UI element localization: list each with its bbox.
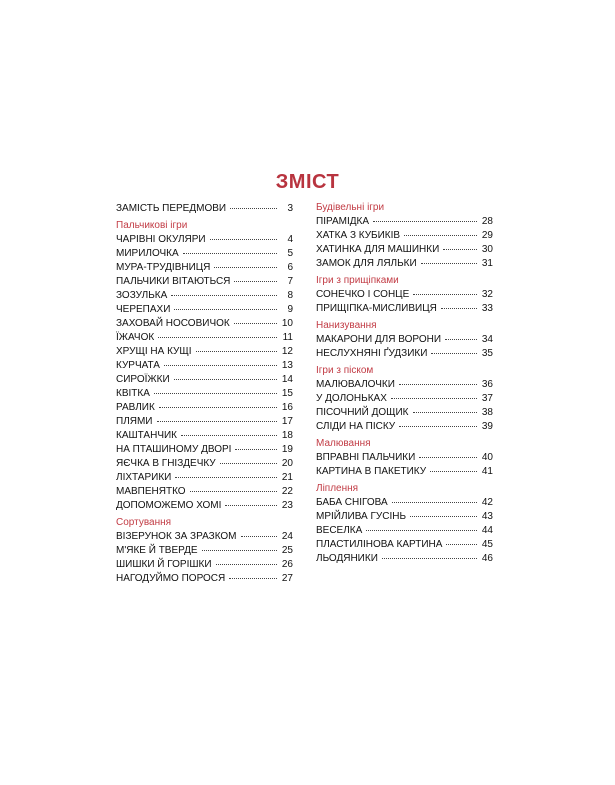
toc-entry-title: ЧЕРЕПАХИ <box>116 304 171 315</box>
dot-leader <box>446 544 477 545</box>
dot-leader <box>382 558 477 559</box>
toc-entry-page-number: 23 <box>281 500 293 511</box>
dot-leader <box>196 351 277 352</box>
toc-entry-page-number: 25 <box>281 545 293 556</box>
toc-entry[interactable] <box>316 243 493 257</box>
dot-leader <box>157 421 278 422</box>
toc-entry-title: ЗАМОК ДЛЯ ЛЯЛЬКИ <box>316 258 417 269</box>
toc-entry-page-number: 7 <box>287 276 293 287</box>
toc-entry-page-number: 28 <box>481 216 493 227</box>
dot-leader <box>391 398 477 399</box>
toc-entry-page-number: 19 <box>281 444 293 455</box>
toc-entry[interactable] <box>116 202 293 216</box>
toc-entry-title: ХАТКА З КУБИКІВ <box>316 230 401 241</box>
toc-entry[interactable] <box>116 331 293 345</box>
toc-entry-title: У ДОЛОНЬКАХ <box>316 393 387 404</box>
toc-entry[interactable] <box>316 215 493 229</box>
toc-entry-page-number: 3 <box>287 203 293 214</box>
dot-leader <box>366 530 477 531</box>
dot-leader <box>421 263 477 264</box>
section-heading: Пальчикові ігри <box>116 220 188 231</box>
toc-entry[interactable] <box>316 302 493 316</box>
toc-entry-page-number: 20 <box>281 458 293 469</box>
dot-leader <box>225 505 277 506</box>
toc-entry-title: ПАЛЬЧИКИ ВІТАЮТЬСЯ <box>116 276 231 287</box>
toc-entry-page-number: 14 <box>281 374 293 385</box>
toc-entry[interactable] <box>316 496 493 510</box>
section-heading: Ігри з піском <box>316 365 374 376</box>
dot-leader <box>175 477 277 478</box>
toc-entry-title: КУРЧАТА <box>116 360 160 371</box>
toc-entry-page-number: 15 <box>281 388 293 399</box>
toc-entry[interactable] <box>116 275 293 289</box>
section-heading: Сортування <box>116 517 172 528</box>
toc-right-column <box>316 202 493 566</box>
toc-entry-page-number: 16 <box>281 402 293 413</box>
toc-entry-page-number: 29 <box>481 230 493 241</box>
toc-entry[interactable] <box>316 420 493 434</box>
toc-entry-title: ПЛАСТИЛІНОВА КАРТИНА <box>316 539 443 550</box>
toc-entry[interactable] <box>116 303 293 317</box>
dot-leader <box>410 516 477 517</box>
dot-leader <box>230 208 277 209</box>
toc-entry[interactable] <box>316 229 493 243</box>
dot-leader <box>241 536 277 537</box>
toc-entry-title: ВІЗЕРУНОК ЗА ЗРАЗКОМ <box>116 531 237 542</box>
dot-leader <box>392 502 477 503</box>
toc-entry-page-number: 37 <box>481 393 493 404</box>
toc-entry-title: М'ЯКЕ Й ТВЕРДЕ <box>116 545 198 556</box>
toc-entry-page-number: 45 <box>481 539 493 550</box>
dot-leader <box>399 384 477 385</box>
toc-entry-title: МУРА-ТРУДІВНИЦЯ <box>116 262 211 273</box>
dot-leader <box>443 249 477 250</box>
toc-entry[interactable] <box>116 415 293 429</box>
toc-entry-page-number: 18 <box>281 430 293 441</box>
toc-entry-title: ПІРАМІДКА <box>316 216 370 227</box>
toc-entry-title: ХРУЩІ НА КУЩІ <box>116 346 192 357</box>
toc-entry-title: КАРТИНА В ПАКЕТИКУ <box>316 466 427 477</box>
toc-entry[interactable] <box>316 333 493 347</box>
toc-entry-page-number: 9 <box>287 304 293 315</box>
dot-leader <box>441 308 477 309</box>
toc-entry-page-number: 17 <box>281 416 293 427</box>
toc-entry-title: ЗАМІСТЬ ПЕРЕДМОВИ <box>116 203 227 214</box>
toc-entry-page-number: 6 <box>287 262 293 273</box>
toc-entry-page-number: 44 <box>481 525 493 536</box>
toc-entry[interactable] <box>116 261 293 275</box>
toc-entry-page-number: 43 <box>481 511 493 522</box>
toc-entry[interactable] <box>116 317 293 331</box>
toc-entry-page-number: 35 <box>481 348 493 359</box>
toc-entry-title: КВІТКА <box>116 388 150 399</box>
toc-entry[interactable] <box>316 451 493 465</box>
toc-entry-page-number: 4 <box>287 234 293 245</box>
section-heading: Малювання <box>316 438 371 449</box>
toc-entry-title: МАВПЕНЯТКО <box>116 486 186 497</box>
dot-leader <box>404 235 477 236</box>
toc-entry[interactable] <box>316 552 493 566</box>
toc-entry-page-number: 30 <box>481 244 493 255</box>
toc-entry[interactable] <box>116 373 293 387</box>
toc-entry-page-number: 12 <box>281 346 293 357</box>
toc-entry[interactable] <box>316 378 493 392</box>
toc-entry-page-number: 46 <box>481 553 493 564</box>
toc-entry-title: ПРИЩІПКА-МИСЛИВИЦЯ <box>316 303 437 314</box>
dot-leader <box>234 323 277 324</box>
toc-entry-title: ЯЄЧКА В ГНІЗДЕЧКУ <box>116 458 216 469</box>
toc-entry-title: КАШТАНЧИК <box>116 430 178 441</box>
dot-leader <box>431 353 477 354</box>
toc-entry-page-number: 41 <box>481 466 493 477</box>
toc-entry-page-number: 38 <box>481 407 493 418</box>
dot-leader <box>154 393 277 394</box>
dot-leader <box>220 463 277 464</box>
toc-entry-page-number: 22 <box>281 486 293 497</box>
toc-entry-page-number: 32 <box>481 289 493 300</box>
toc-entry-title: СЛІДИ НА ПІСКУ <box>316 421 396 432</box>
toc-entry[interactable] <box>116 457 293 471</box>
toc-entry[interactable] <box>316 347 493 361</box>
toc-entry-title: ВЕСЕЛКА <box>316 525 363 536</box>
toc-entry[interactable] <box>116 401 293 415</box>
dot-leader <box>229 578 277 579</box>
toc-entry-title: СОНЕЧКО І СОНЦЕ <box>316 289 410 300</box>
toc-entry-page-number: 40 <box>481 452 493 463</box>
dot-leader <box>235 449 277 450</box>
dot-leader <box>399 426 477 427</box>
dot-leader <box>419 457 477 458</box>
toc-entry-page-number: 26 <box>281 559 293 570</box>
toc-entry[interactable] <box>316 524 493 538</box>
toc-entry[interactable] <box>116 572 293 586</box>
dot-leader <box>171 295 277 296</box>
dot-leader <box>373 221 477 222</box>
toc-entry-title: ЇЖАЧОК <box>116 332 155 343</box>
toc-entry[interactable] <box>116 359 293 373</box>
toc-entry[interactable] <box>116 345 293 359</box>
toc-entry[interactable] <box>316 288 493 302</box>
dot-leader <box>214 267 277 268</box>
toc-entry[interactable] <box>116 558 293 572</box>
toc-entry-page-number: 21 <box>281 472 293 483</box>
toc-entry[interactable] <box>316 392 493 406</box>
toc-entry-title: НАГОДУЙМО ПОРОСЯ <box>116 573 226 584</box>
dot-leader <box>174 379 277 380</box>
dot-leader <box>413 412 477 413</box>
toc-entry[interactable] <box>116 499 293 513</box>
toc-entry-page-number: 31 <box>481 258 493 269</box>
toc-entry-title: МИРИЛОЧКА <box>116 248 179 259</box>
dot-leader <box>159 407 277 408</box>
toc-entry-title: ЗОЗУЛЬКА <box>116 290 168 301</box>
toc-entry-title: ЛЬОДЯНИКИ <box>316 553 378 564</box>
dot-leader <box>234 281 277 282</box>
toc-entry-title: ВПРАВНІ ПАЛЬЧИКИ <box>316 452 416 463</box>
section-heading: Нанизування <box>316 320 377 331</box>
toc-entry-title: СИРОЇЖКИ <box>116 374 170 385</box>
section-heading: Будівельні ігри <box>316 202 385 213</box>
section-heading: Ліплення <box>316 483 359 494</box>
dot-leader <box>445 339 477 340</box>
toc-entry[interactable] <box>316 406 493 420</box>
toc-entry-page-number: 8 <box>287 290 293 301</box>
dot-leader <box>210 239 277 240</box>
toc-entry[interactable] <box>116 544 293 558</box>
toc-entry[interactable] <box>116 247 293 261</box>
dot-leader <box>158 337 277 338</box>
toc-entry-title: ПІСОЧНИЙ ДОЩИК <box>316 407 409 418</box>
toc-entry[interactable] <box>116 471 293 485</box>
toc-entry[interactable] <box>116 233 293 247</box>
toc-entry-page-number: 5 <box>287 248 293 259</box>
toc-entry-page-number: 11 <box>282 332 293 343</box>
toc-entry-title: НА ПТАШИНОМУ ДВОРІ <box>116 444 232 455</box>
toc-entry-page-number: 39 <box>481 421 493 432</box>
toc-entry-title: НЕСЛУХНЯНІ ҐУДЗИКИ <box>316 348 428 359</box>
toc-entry[interactable] <box>116 289 293 303</box>
toc-entry-title: МРІЙЛИВА ГУСІНЬ <box>316 511 407 522</box>
page-title: ЗМІСТ <box>275 171 340 193</box>
toc-entry-title: РАВЛИК <box>116 402 155 413</box>
toc-entry-title: ДОПОМОЖЕМО ХОМІ <box>116 500 222 511</box>
dot-leader <box>430 471 477 472</box>
toc-entry[interactable] <box>316 465 493 479</box>
toc-entry[interactable] <box>116 387 293 401</box>
dot-leader <box>174 309 277 310</box>
toc-entry-title: ЧАРІВНІ ОКУЛЯРИ <box>116 234 206 245</box>
dot-leader <box>164 365 277 366</box>
toc-entry[interactable] <box>116 530 293 544</box>
toc-entry[interactable] <box>116 485 293 499</box>
dot-leader <box>216 564 277 565</box>
dot-leader <box>190 491 277 492</box>
toc-left-column <box>116 202 293 586</box>
dot-leader <box>181 435 277 436</box>
toc-entry-page-number: 10 <box>281 318 293 329</box>
toc-entry-page-number: 24 <box>281 531 293 542</box>
toc-entry-title: ХАТИНКА ДЛЯ МАШИНКИ <box>316 244 440 255</box>
toc-entry-title: БАБА СНІГОВА <box>316 497 388 508</box>
toc-entry-title: ЗАХОВАЙ НОСОВИЧОК <box>116 318 230 329</box>
dot-leader <box>413 294 477 295</box>
toc-entry[interactable] <box>316 538 493 552</box>
dot-leader <box>183 253 277 254</box>
toc-entry-title: ЛІХТАРИКИ <box>116 472 172 483</box>
toc-entry-title: ПЛЯМИ <box>116 416 153 427</box>
toc-entry-title: ШИШКИ Й ГОРІШКИ <box>116 559 212 570</box>
toc-entry-page-number: 42 <box>481 497 493 508</box>
dot-leader <box>202 550 277 551</box>
toc-entry[interactable] <box>316 257 493 271</box>
section-heading: Ігри з прищіпками <box>316 275 399 286</box>
toc-entry-title: МАЛЮВАЛОЧКИ <box>316 379 395 390</box>
toc-entry-page-number: 36 <box>481 379 493 390</box>
toc-entry-page-number: 27 <box>281 573 293 584</box>
toc-entry-page-number: 33 <box>481 303 493 314</box>
toc-entry[interactable] <box>116 443 293 457</box>
toc-entry-page-number: 34 <box>481 334 493 345</box>
toc-entry-page-number: 13 <box>281 360 293 371</box>
toc-entry[interactable] <box>316 510 493 524</box>
toc-entry[interactable] <box>116 429 293 443</box>
toc-entry-title: МАКАРОНИ ДЛЯ ВОРОНИ <box>316 334 441 345</box>
